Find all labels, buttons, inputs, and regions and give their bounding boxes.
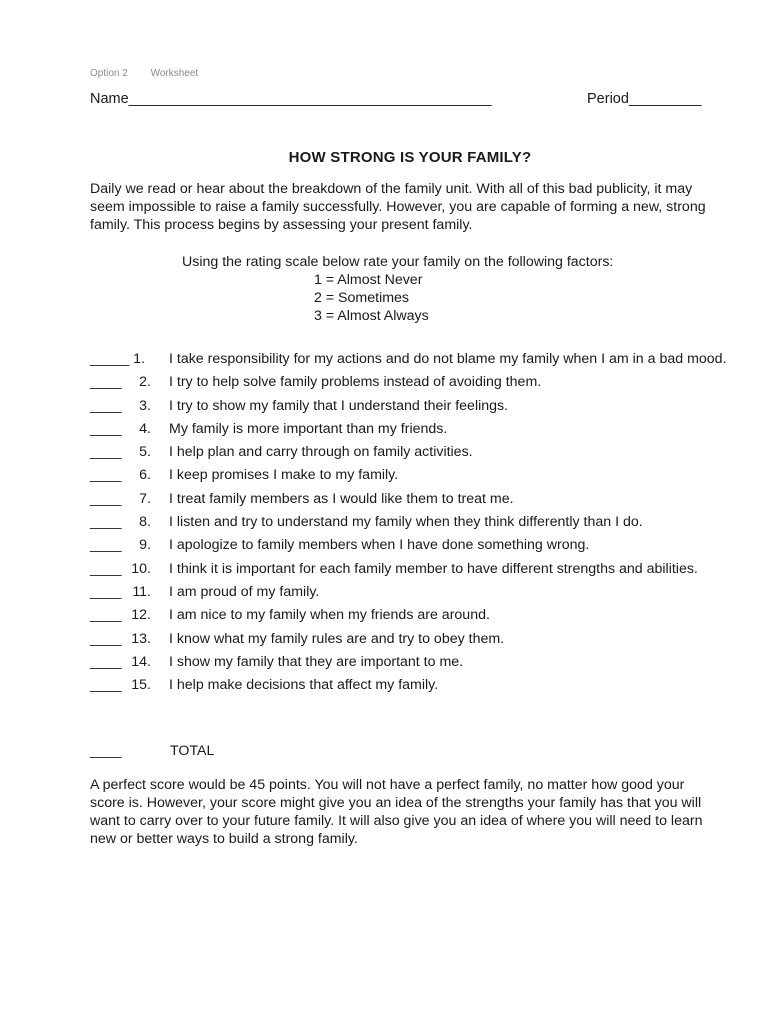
total-row — [90, 743, 390, 759]
answer-blank[interactable]: ____ — [90, 583, 122, 600]
question-number: 5. — [139, 444, 151, 461]
answer-blank[interactable]: ____ — [90, 374, 122, 391]
question-number: 6. — [139, 467, 151, 484]
question-text: I listen and try to understand my family when they think differently than I do. — [169, 514, 643, 531]
answer-blank[interactable]: ____ — [90, 630, 122, 647]
question-item — [90, 418, 740, 441]
total-blank[interactable]: ____ — [90, 743, 122, 759]
rating-scale-instruction: Using the rating scale below rate your family on the following factors: — [182, 254, 614, 270]
rating-level-3: 3 = Almost Always — [314, 308, 429, 324]
question-text: I take responsibility for my actions and do not blame my family when I am in a bad mood. — [169, 351, 727, 367]
answer-blank[interactable]: _____ — [90, 351, 130, 367]
worksheet-title: HOW STRONG IS YOUR FAMILY? — [288, 149, 532, 166]
question-text: My family is more important than my friends. — [169, 420, 448, 437]
question-item — [90, 488, 740, 511]
answer-blank[interactable]: ____ — [90, 514, 122, 531]
document-meta — [90, 68, 218, 79]
closing-paragraph: A perfect score would be 45 points. You will not have a perfect family, no matter how good your score is. However, your score might give you an idea of the strengths your family has that you will want to carry over to your future family. It will also give you an idea of where you will need to learn new or better ways to build a strong family. — [90, 777, 703, 847]
answer-blank[interactable]: ____ — [90, 537, 122, 554]
answer-blank[interactable]: ____ — [90, 560, 122, 577]
question-item — [90, 534, 740, 557]
question-text: I treat family members as I would like them to treat me. — [169, 490, 514, 507]
question-number: 10. — [131, 560, 151, 577]
answer-blank[interactable]: ____ — [90, 397, 122, 414]
question-number: 7. — [139, 490, 151, 507]
question-item — [90, 441, 740, 464]
question-number: 3. — [139, 397, 151, 414]
question-number: 15. — [131, 677, 151, 694]
question-text: I try to help solve family problems instead of avoiding them. — [169, 374, 542, 391]
answer-blank[interactable]: ____ — [90, 420, 122, 437]
question-number: 13. — [131, 630, 151, 647]
question-item — [90, 511, 740, 534]
question-item — [90, 628, 740, 651]
question-text: I apologize to family members when I have done something wrong. — [169, 537, 590, 554]
question-number: 8. — [139, 514, 151, 531]
rating-scale — [90, 253, 730, 325]
question-list — [90, 348, 740, 697]
question-text: I am nice to my family when my friends are around. — [169, 607, 490, 624]
name-field[interactable]: Name_____________________________________________ — [90, 91, 492, 107]
intro-paragraph: Daily we read or hear about the breakdown of the family unit. With all of this bad publicity, it may seem impossible to raise a family successfully. However, you are capable of forming a new, strong family. This process begins by assessing your present family. — [90, 181, 706, 233]
question-item — [90, 651, 740, 674]
question-text: I know what my family rules are and try to obey them. — [169, 630, 505, 647]
question-text: I help make decisions that affect my family. — [169, 677, 439, 694]
rating-level-1: 1 = Almost Never — [314, 272, 423, 288]
answer-blank[interactable]: ____ — [90, 444, 122, 461]
question-item — [90, 464, 740, 487]
question-item — [90, 674, 740, 697]
period-field[interactable]: Period_________ — [587, 91, 702, 107]
answer-blank[interactable]: ____ — [90, 490, 122, 507]
question-text: I think it is important for each family member to have different strengths and abilities. — [169, 560, 698, 577]
answer-blank[interactable]: ____ — [90, 677, 122, 694]
question-number: 12. — [131, 607, 151, 624]
question-number: 14. — [131, 653, 151, 670]
question-number: 11. — [132, 583, 151, 600]
question-item — [90, 371, 740, 394]
question-item — [90, 395, 740, 418]
question-text: I help plan and carry through on family activities. — [169, 444, 473, 461]
question-item — [90, 348, 740, 371]
rating-level-2: 2 = Sometimes — [314, 290, 410, 306]
question-text: I show my family that they are important to me. — [169, 653, 464, 670]
question-item — [90, 581, 740, 604]
question-text: I try to show my family that I understand their feelings. — [169, 397, 509, 414]
question-item — [90, 604, 740, 627]
answer-blank[interactable]: ____ — [90, 607, 122, 624]
worksheet-label: Worksheet — [150, 68, 199, 79]
question-number: 2. — [139, 374, 151, 391]
question-number: 1. — [133, 351, 145, 367]
total-label: TOTAL — [170, 743, 215, 759]
question-text: I keep promises I make to my family. — [169, 467, 399, 484]
question-item — [90, 558, 740, 581]
answer-blank[interactable]: ____ — [90, 467, 122, 484]
option-label: Option 2 — [90, 68, 128, 79]
student-info-row — [90, 91, 730, 107]
answer-blank[interactable]: ____ — [90, 653, 122, 670]
question-number: 9. — [139, 537, 151, 554]
question-text: I am proud of my family. — [169, 583, 320, 600]
question-number: 4. — [139, 420, 151, 437]
